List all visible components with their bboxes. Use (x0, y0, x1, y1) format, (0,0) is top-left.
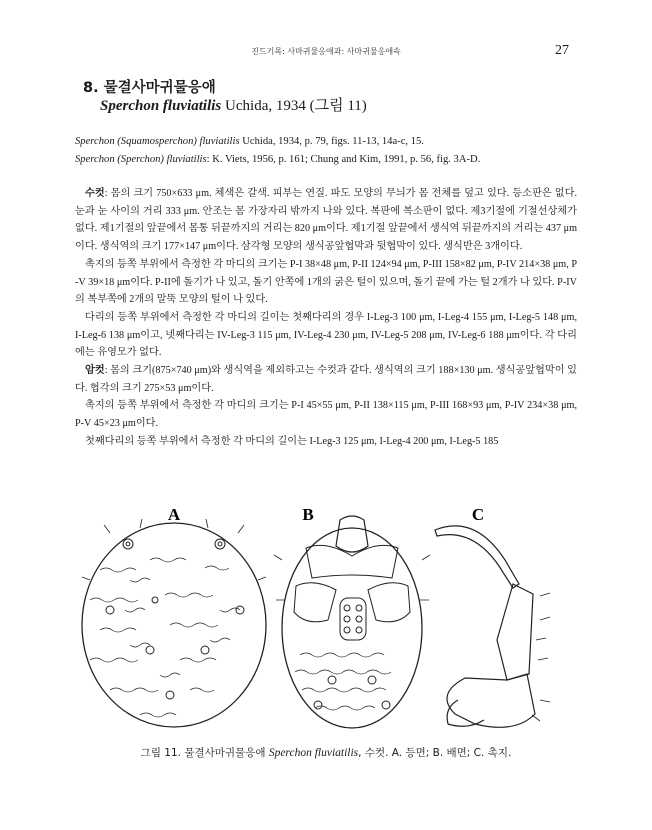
paragraph-female (75, 362, 577, 397)
female-text: : 몸의 크기(875×740 μm)와 생식역을 제외하고는 수컷과 같다. 생식역의 크기 188×130 μm. 생식공앞협막이 있다. 협각의 크기 275×53 μm이다. (75, 365, 577, 394)
synonym-name: Sperchon (Squamosperchon) fluviatilis (75, 136, 240, 147)
female-label: 암컷 (85, 365, 105, 377)
synonym-line (75, 152, 595, 167)
synonym-name: Sperchon (Sperchon) fluviatilis (75, 154, 207, 165)
figure-label-c: C (471, 505, 485, 524)
ventral-view-drawing (274, 516, 430, 728)
figure-caption (0, 745, 652, 760)
species-heading (100, 94, 367, 115)
caption-species: Sperchon fluviatilis (268, 747, 359, 759)
synonym-ref: : K. Viets, 1956, p. 161; Chung and Kim, 1991, p. 56, fig. 3A-D. (206, 154, 481, 165)
species-name: Sperchon fluviatilis (100, 98, 222, 114)
paragraph-legs: 다리의 등쪽 부위에서 측정한 각 마디의 길이는 첫째다리의 경우 I-Leg-3 100 μm, I-Leg-4 155 μm, I-Leg-5 148 μm, I-Leg-6 138 μm이고, 넷째다리는 IV-Leg-3 115 μm, IV-Leg-4 230 μm, IV-Leg-5 208 μm, IV-Leg-6 188 μm이다. 각 다리에는 유영모가 없다. (75, 311, 577, 359)
male-text: : 몸의 크기 750×633 μm. 체색은 갈색. 피부는 연질. 파도 모양의 무늬가 몸 전체를 덮고 있다. 등소판은 없다. 눈과 눈 사이의 거리 333 μm. 안조는 몸 가장자리 밖까지 나와 있다. 복판에 복소판이 없다. 제3기절에 기절선상체가 없다. 제1기절의 앞끝에서 몸통 뒤끝까지의 거리는 820 μm이다. 제1기절 앞끝에서 생식역 뒤끝까지의 거리는 437 μm이다. 생식역의 크기 177×147 μm이다. 삼각형 모양의 생식공앞협막과 뒷협막이 있다. 생식반은 3개이다. (75, 188, 577, 253)
page-number: 27 (555, 43, 569, 58)
running-title: 진드기목: 사마귀물응애과: 사마귀물응애속 (251, 47, 401, 56)
figure-label-b: B (302, 505, 314, 524)
synonym-line (75, 134, 595, 149)
figure-label-a: A (167, 505, 181, 524)
paragraph-palp: 촉지의 등쪽 부위에서 측정한 각 마디의 크기는 P-I 38×48 μm, P-II 124×94 μm, P-III 158×82 μm, P-IV 214×38 μm, P-V 39×18 μm이다. P-II에 돌기가 나 있고, 돌기 안쪽에 1개의 굵은 털이 있으며, 돌기 끝에 가는 털 2개가 나 있다. P-IV의 복부쪽에 2개의 말뚝 모양의 털이 나 있다. (75, 258, 577, 306)
description-body (75, 185, 577, 451)
palp-drawing (435, 526, 550, 727)
section-title: 8. 물결사마귀물응애 (83, 80, 216, 96)
dorsal-view-drawing (82, 519, 266, 727)
page-header (0, 43, 652, 60)
figure-drawing (70, 500, 570, 735)
caption-prefix: 그림 11. 물결사마귀물응애 (140, 747, 269, 759)
paragraph-male (75, 185, 577, 256)
paragraph-female-legs: 첫째다리의 등쪽 부위에서 측정한 각 마디의 길이는 I-Leg-3 125 μm, I-Leg-4 200 μm, I-Leg-5 185 (85, 435, 499, 447)
caption-suffix: , 수컷. A. 등면; B. 배면; C. 촉지. (358, 747, 512, 759)
figure-11 (70, 500, 570, 735)
species-author: Uchida, 1934 (그림 11) (221, 98, 367, 114)
synonym-ref: Uchida, 1934, p. 79, figs. 11-13, 14a-c, 15. (239, 136, 424, 147)
paragraph-female-palp: 촉지의 등쪽 부위에서 측정한 각 마디의 크기는 P-I 45×55 μm, P-II 138×115 μm, P-III 168×93 μm, P-IV 234×38 μm, P-V 45×23 μm이다. (75, 400, 577, 430)
male-label: 수컷 (85, 188, 105, 199)
